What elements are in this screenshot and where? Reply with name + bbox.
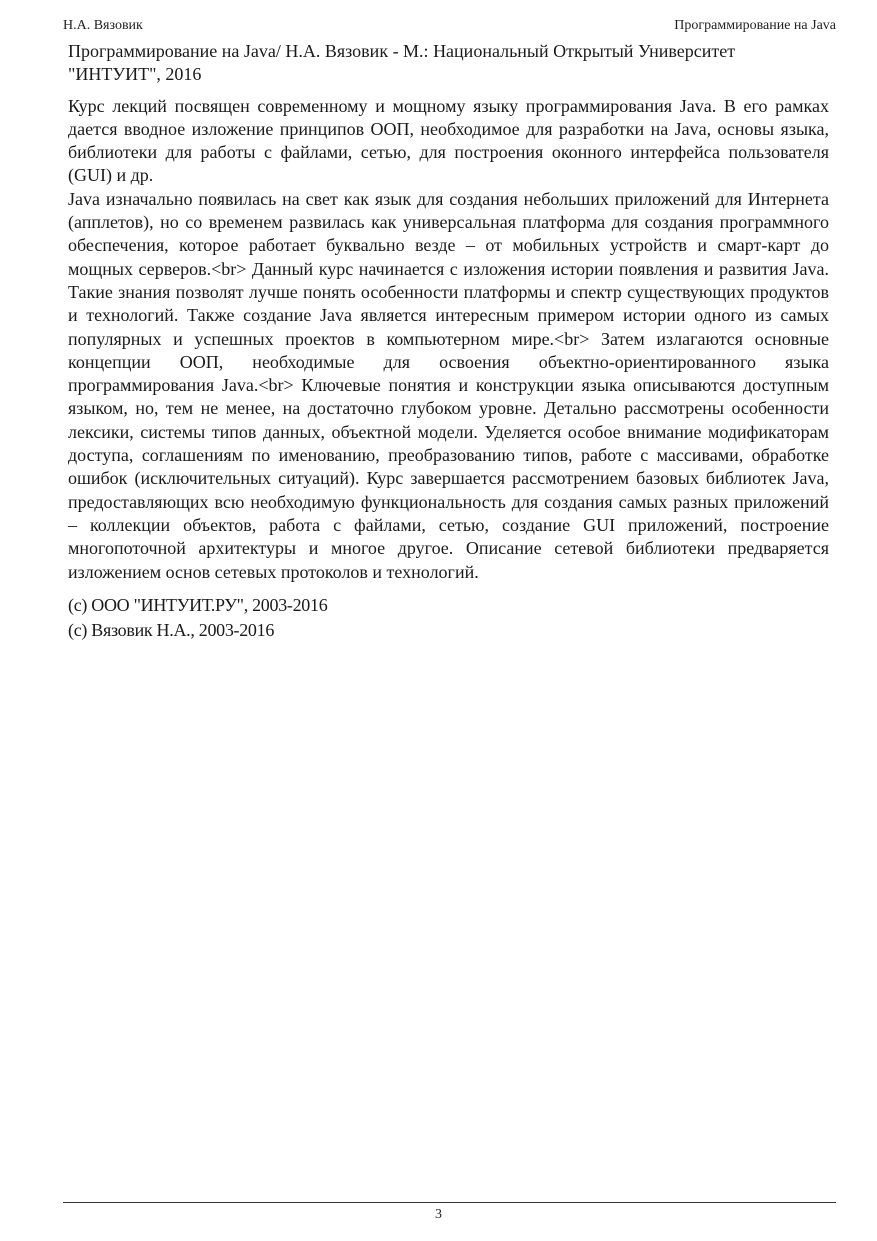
running-header <box>63 17 836 35</box>
copyright-block <box>68 593 829 643</box>
page-number: 3 <box>435 1207 442 1222</box>
bibliographic-citation: Программирование на Java/ Н.А. Вязовик - М.: Национальный Открытый Университет "ИНТУИТ", 2016 <box>68 41 736 85</box>
footer-divider <box>63 1202 836 1203</box>
description-paragraph-1: Курс лекций посвящен современному и мощному языку программирования Java. В его рамках дается вводное изложение принципов ООП, необходимое для разработки на Java, основы языка, библиотеки для работы с файлами, сетью, для построения оконного интерфейса пользователя (GUI) и др. <box>68 95 829 186</box>
course-description <box>68 95 829 584</box>
copyright-publisher: (c) ООО "ИНТУИТ.РУ", 2003-2016 <box>68 594 328 615</box>
header-author: Н.А. Вязовик <box>63 18 143 33</box>
page-content <box>68 40 829 643</box>
copyright-author: (c) Вязовик Н.А., 2003-2016 <box>68 619 275 640</box>
header-course-title: Программирование на Java <box>674 18 836 33</box>
description-paragraph-2: Java изначально появилась на свет как язык для создания небольших приложений для Интернета (апплетов), но со временем развилась как универсальная платформа для создания программного обеспечения, которое работает буквально везде – от мобильных устройств и смарт-карт до мощных серверов.<br> Данный курс начинается с изложения истории появления и развития Java. Такие знания позволят лучше понять особенности платформы и спектр существующих продуктов и технологий. Также создание Java является интересным примером истории одного из самых популярных и успешных проектов в компьютерном мире.<br> Затем излагаются основные концепции ООП, необходимые для освоения объектно-ориентированного языка программирования Java.<br> Ключевые понятия и конструкции языка описываются доступным языком, но, тем не менее, на достаточно глубоком уровне. Детально рассмотрены особенности лексики, системы типов данных, объектной модели. Уделяется особое внимание модификаторам доступа, соглашениям по именованию, преобразованию типов, работе с массивами, обработке ошибок (исключительных ситуаций). Курс завершается рассмотрением базовых библиотек Java, предоставляющих всю необходимую функциональность для создания самых разных приложений – коллекции объектов, работа с файлами, сетью, создание GUI приложений, построение многопоточной архитектуры и многое другое. Описание сетевой библиотеки предваряется изложением основ сетевых протоколов и технологий. <box>68 188 829 582</box>
